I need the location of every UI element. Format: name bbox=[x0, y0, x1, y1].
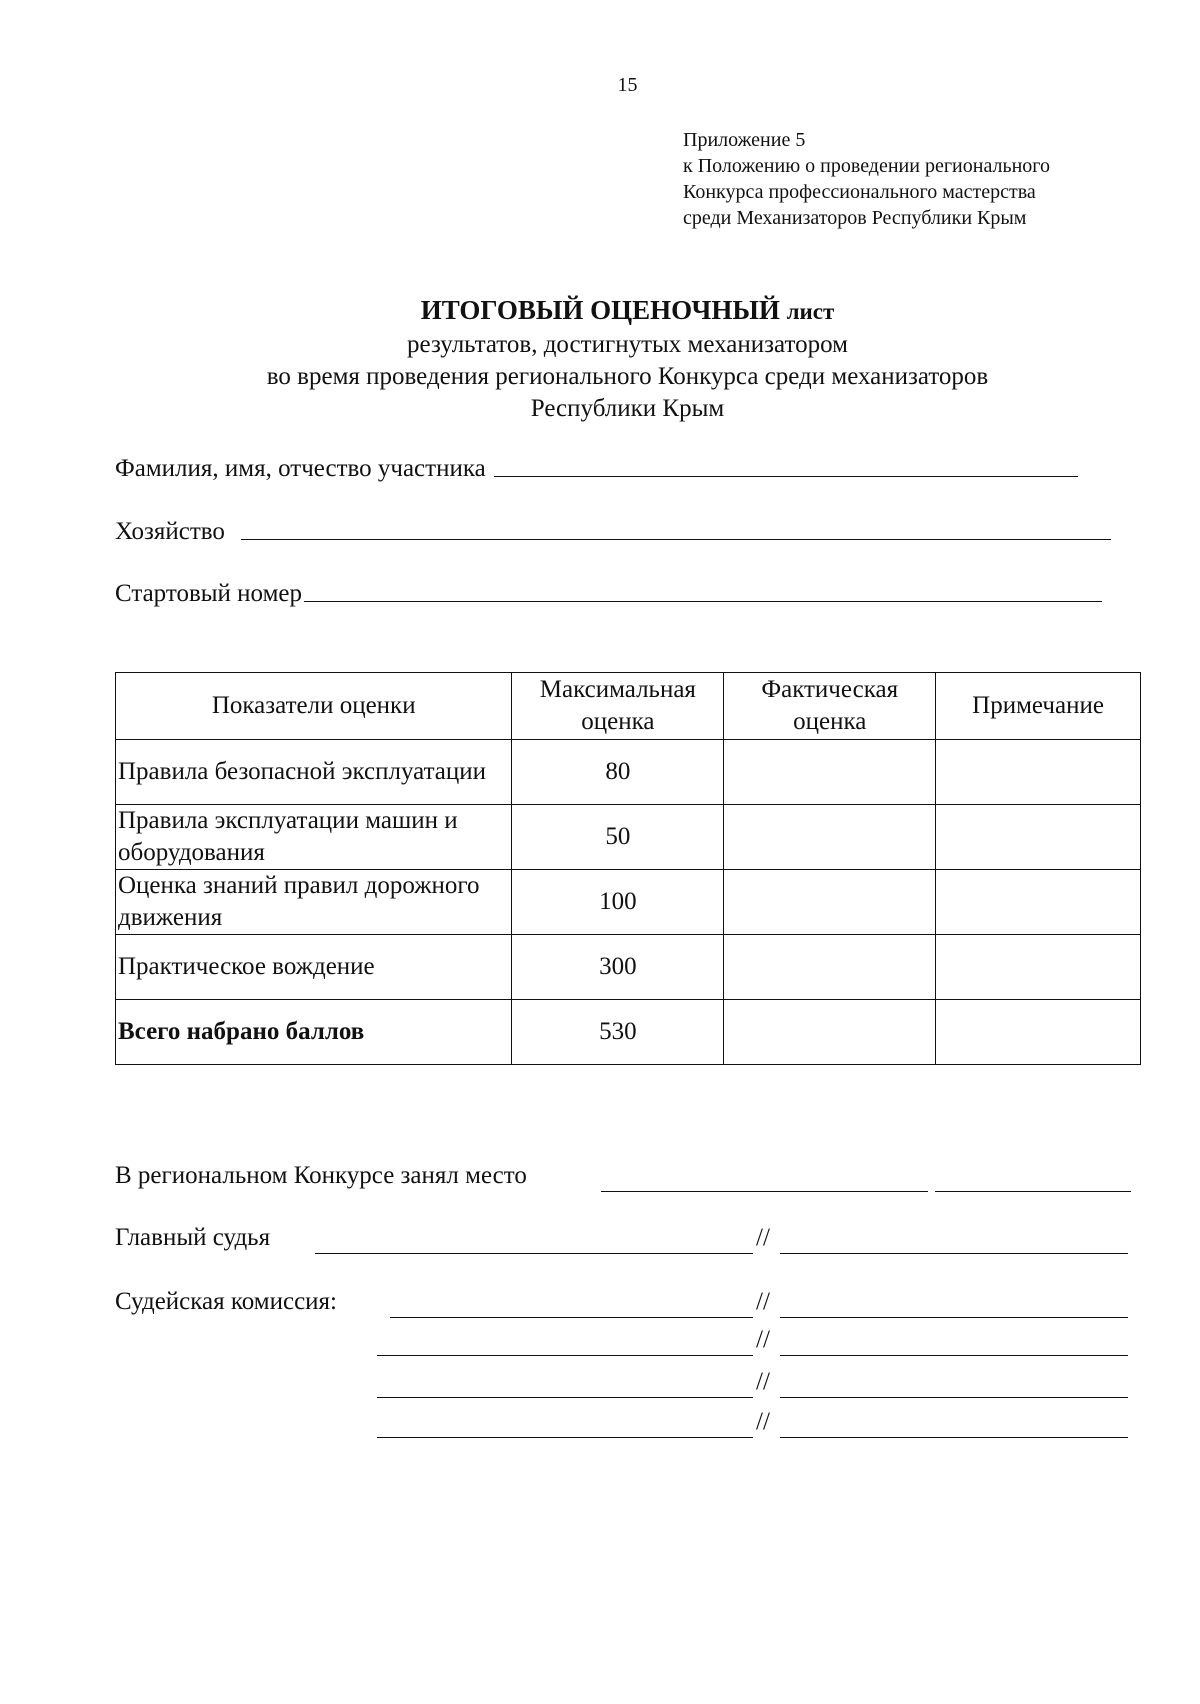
commission-separator-3: // bbox=[756, 1368, 770, 1395]
commission-separator-2: // bbox=[756, 1326, 770, 1353]
title-line-4: Республики Крым bbox=[530, 395, 725, 422]
title-main bbox=[0, 293, 1200, 329]
table-header-row bbox=[116, 673, 1141, 740]
total-actual-cell[interactable] bbox=[724, 1000, 936, 1065]
commission-name-blank-4[interactable] bbox=[780, 1437, 1128, 1438]
row-note-cell[interactable] bbox=[936, 935, 1141, 1000]
row-note-cell[interactable] bbox=[936, 870, 1141, 935]
header-max-score: Максимальная оценка bbox=[512, 673, 724, 740]
farm-label: Хозяйство bbox=[115, 518, 225, 545]
row-label: Оценка знаний правил дорожного движения bbox=[116, 870, 512, 935]
commission-label: Судейская комиссия: bbox=[115, 1288, 337, 1315]
commission-name-blank-1[interactable] bbox=[780, 1317, 1128, 1318]
row-note-cell[interactable] bbox=[936, 805, 1141, 870]
commission-blank-2[interactable] bbox=[377, 1355, 753, 1356]
farm-field bbox=[115, 518, 1111, 546]
commission-separator-1: // bbox=[756, 1288, 770, 1315]
header-note: Примечание bbox=[936, 673, 1141, 740]
row-max: 100 bbox=[512, 870, 724, 935]
row-actual-cell[interactable] bbox=[724, 870, 936, 935]
commission-blank-1[interactable] bbox=[390, 1317, 753, 1318]
header-actual-score: Фактическая оценка bbox=[724, 673, 936, 740]
total-max: 530 bbox=[512, 1000, 724, 1065]
table-total-row bbox=[116, 1000, 1141, 1065]
row-label: Правила эксплуатации машин и оборудования bbox=[116, 805, 512, 870]
farm-blank[interactable] bbox=[241, 539, 1111, 540]
score-table bbox=[115, 672, 1141, 1065]
appendix-line-3: Конкурса профессионального мастерства bbox=[683, 181, 1036, 203]
start-number-field bbox=[115, 580, 1102, 608]
table-row bbox=[116, 870, 1141, 935]
commission-blank-3[interactable] bbox=[377, 1397, 753, 1398]
row-max: 80 bbox=[512, 740, 724, 805]
place-blank-2[interactable] bbox=[935, 1191, 1131, 1192]
commission-blank-4[interactable] bbox=[377, 1437, 753, 1438]
row-actual-cell[interactable] bbox=[724, 935, 936, 1000]
place-blank-1[interactable] bbox=[601, 1191, 928, 1192]
title-bold: ИТОГОВЫЙ ОЦЕНОЧНЫЙ bbox=[420, 295, 780, 325]
appendix-line-4: среди Механизаторов Республики Крым bbox=[683, 207, 1027, 229]
row-actual-cell[interactable] bbox=[724, 740, 936, 805]
total-label: Всего набрано баллов bbox=[116, 1000, 512, 1065]
table-row bbox=[116, 935, 1141, 1000]
commission-separator-4: // bbox=[756, 1408, 770, 1435]
place-label: В региональном Конкурсе занял место bbox=[115, 1162, 527, 1189]
appendix-line-1: Приложение 5 bbox=[683, 129, 806, 151]
table-row bbox=[116, 805, 1141, 870]
row-actual-cell[interactable] bbox=[724, 805, 936, 870]
fio-blank[interactable] bbox=[494, 476, 1078, 477]
total-note-cell[interactable] bbox=[936, 1000, 1141, 1065]
appendix-note bbox=[683, 127, 1050, 231]
row-note-cell[interactable] bbox=[936, 740, 1141, 805]
document-title bbox=[0, 293, 1200, 425]
chief-judge-separator: // bbox=[756, 1224, 770, 1251]
header-criteria: Показатели оценки bbox=[116, 673, 512, 740]
fio-field bbox=[115, 455, 1078, 483]
row-label: Практическое вождение bbox=[116, 935, 512, 1000]
start-number-label: Стартовый номер bbox=[115, 580, 302, 607]
appendix-line-2: к Положению о проведении регионального bbox=[683, 155, 1051, 177]
title-line-3: во время проведения регионального Конкурса среди механизаторов bbox=[266, 363, 989, 390]
title-line-2: результатов, достигнутых механизатором bbox=[407, 331, 848, 358]
page-number: 15 bbox=[617, 74, 638, 96]
chief-judge-blank[interactable] bbox=[315, 1253, 753, 1254]
fio-label: Фамилия, имя, отчество участника bbox=[115, 455, 486, 482]
row-max: 300 bbox=[512, 935, 724, 1000]
table-row bbox=[116, 740, 1141, 805]
chief-judge-label: Главный судья bbox=[115, 1224, 271, 1251]
title-bold-small: лист bbox=[786, 299, 835, 324]
row-max: 50 bbox=[512, 805, 724, 870]
start-number-blank[interactable] bbox=[304, 601, 1102, 602]
commission-name-blank-2[interactable] bbox=[780, 1355, 1128, 1356]
chief-judge-name-blank[interactable] bbox=[780, 1253, 1128, 1254]
commission-name-blank-3[interactable] bbox=[780, 1397, 1128, 1398]
row-label: Правила безопасной эксплуатации bbox=[116, 740, 512, 805]
